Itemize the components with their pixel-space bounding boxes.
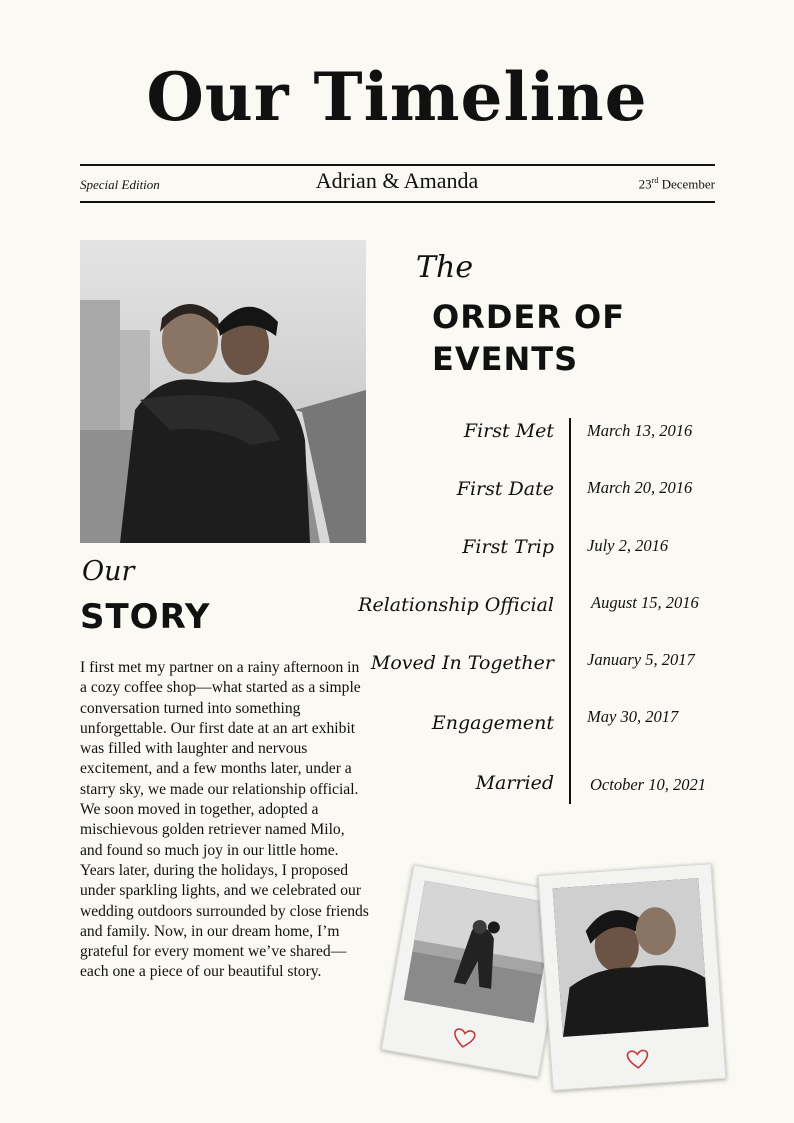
event-name: Married: [475, 772, 554, 794]
story-body: I first met my partner on a rainy afternoon in a cozy coffee shop—what started as a simple conversation turned into something unforgettable. Our first date at an art exhibit was filled with laughter and nervous excitement, and a few months later, under a starry sky, we made our relationship official. We soon moved in together, adopted a mischievous golden retriever named Milo, and found so much joy in our little home. Years later, during the holidays, I proposed under sparkling lights, and we celebrated our wedding outdoors surrounded by close friends and family. Now, in our dream home, I’m grateful for every moment we’ve shared—each one a piece of our beautiful story.: [80, 659, 369, 981]
couple-names: Adrian & Amanda: [315, 168, 479, 193]
story-script-heading: Our: [82, 556, 135, 587]
event-name: Moved In Together: [370, 652, 554, 674]
event-name: First Met: [463, 420, 554, 442]
event-date: October 10, 2021: [590, 775, 706, 794]
issue-date-day: 23: [638, 176, 652, 192]
event-name: First Date: [456, 478, 554, 500]
timeline-divider: [569, 418, 571, 804]
event-date: March 20, 2016: [587, 478, 693, 497]
event-name: Relationship Official: [358, 594, 554, 616]
couple-photo: [80, 240, 366, 543]
polaroid-photo: [538, 863, 727, 1091]
event-date: March 13, 2016: [587, 421, 693, 440]
order-heading: ORDER OF EVENTS: [432, 298, 626, 378]
polaroid-picture-illustration: [553, 878, 709, 1037]
story-heading: STORY: [80, 597, 211, 637]
event-name: Engagement: [431, 712, 554, 734]
issue-date: [639, 176, 715, 192]
heart-outline-icon: [450, 1026, 477, 1051]
polaroid-picture: [404, 881, 555, 1023]
issue-date-suffix: rd: [651, 176, 659, 185]
polaroid-picture: [553, 878, 709, 1037]
polaroid-picture-illustration: [404, 881, 555, 1023]
masthead-rule-bottom: [80, 201, 715, 203]
masthead-title: Our Timeline: [146, 58, 648, 136]
event-date: January 5, 2017: [587, 650, 695, 669]
edition-label: Special Edition: [80, 177, 160, 192]
couple-photo-illustration: [80, 240, 366, 543]
masthead-rule-top: [80, 164, 715, 166]
event-name: First Trip: [462, 536, 554, 558]
event-date: August 15, 2016: [591, 593, 699, 612]
issue-date-month: December: [661, 176, 715, 192]
event-date: May 30, 2017: [587, 707, 679, 726]
event-date: July 2, 2016: [587, 536, 669, 555]
order-script-heading: The: [416, 250, 474, 285]
heart-outline-icon: [625, 1048, 650, 1071]
